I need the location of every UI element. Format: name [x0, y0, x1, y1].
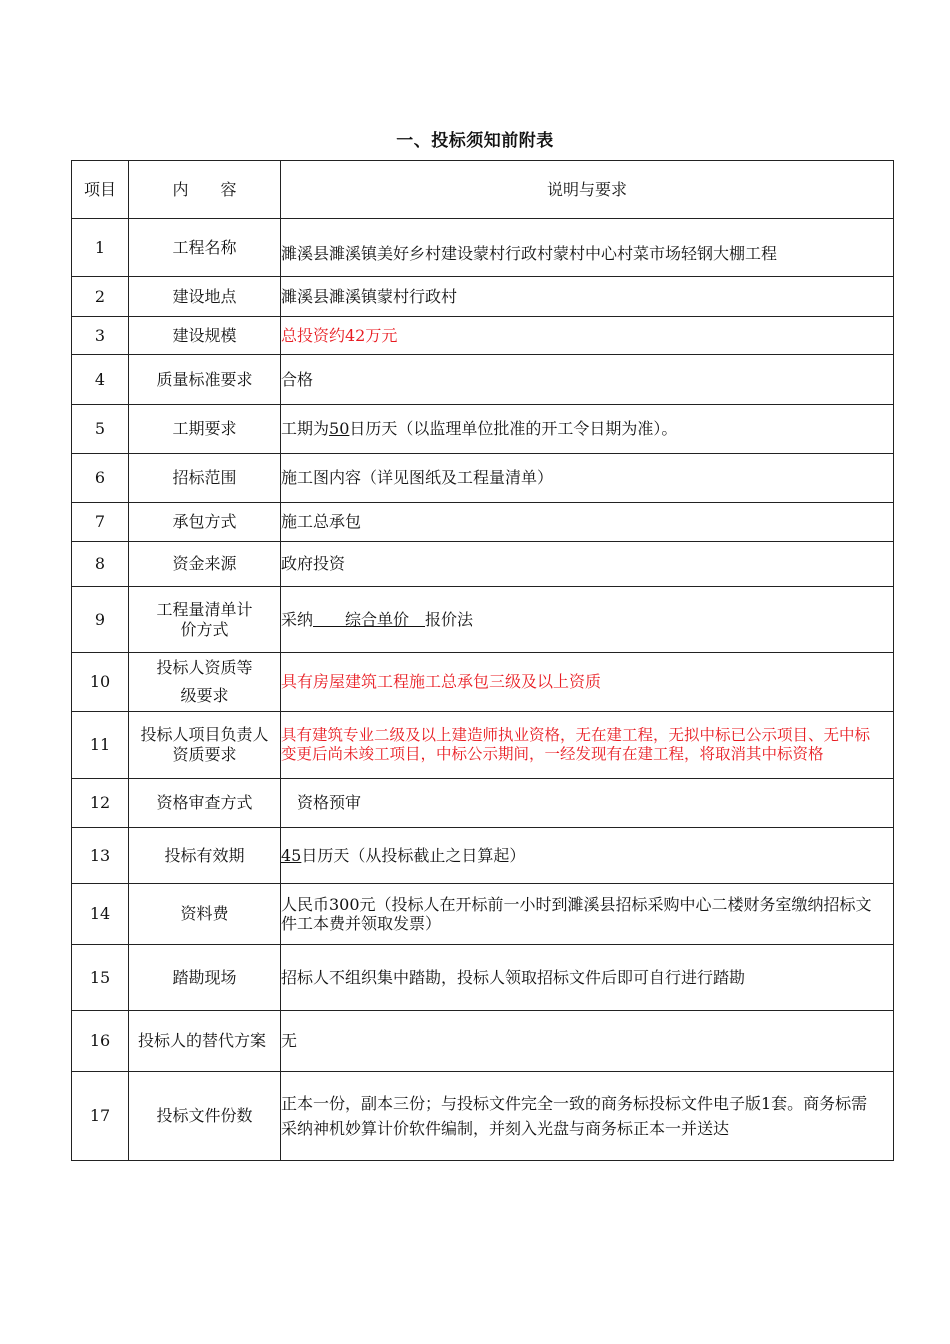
table-row — [72, 1072, 894, 1161]
table-row — [72, 219, 894, 277]
row-name: 资料费 — [129, 884, 281, 945]
row-desc — [281, 828, 894, 884]
row-number: 16 — [72, 1011, 129, 1072]
bid-notice-table — [71, 160, 894, 1161]
row-name: 建设地点 — [129, 277, 281, 317]
row-number: 9 — [72, 587, 129, 653]
row-name: 工期要求 — [129, 405, 281, 454]
table-row — [72, 1011, 894, 1072]
row-number: 17 — [72, 1072, 129, 1161]
row-desc: 施工图内容（详见图纸及工程量清单） — [281, 454, 894, 503]
table-row — [72, 454, 894, 503]
row-desc: 人民币300元（投标人在开标前一小时到濉溪县招标采购中心二楼财务室缴纳招标文件工本费并领取发票） — [281, 884, 894, 945]
row-number: 13 — [72, 828, 129, 884]
row-desc: 无 — [281, 1011, 894, 1072]
table-row — [72, 355, 894, 405]
row-number: 11 — [72, 712, 129, 779]
pricing-prefix: 采纳 — [281, 609, 314, 629]
table-row — [72, 277, 894, 317]
row-number: 6 — [72, 454, 129, 503]
header-item: 项目 — [72, 161, 129, 219]
row-name: 投标人资质等级要求 — [129, 653, 281, 712]
table-row — [72, 828, 894, 884]
row-name: 投标有效期 — [129, 828, 281, 884]
table-row — [72, 945, 894, 1011]
table-row — [72, 503, 894, 542]
row-number: 2 — [72, 277, 129, 317]
row-desc: 政府投资 — [281, 542, 894, 587]
row-name: 资金来源 — [129, 542, 281, 587]
table-row — [72, 405, 894, 454]
row-desc: 合格 — [281, 355, 894, 405]
row-name: 建设规模 — [129, 317, 281, 355]
table-row — [72, 542, 894, 587]
validity-suffix: 日历天（从投标截止之日算起） — [301, 845, 526, 865]
table-header-row — [72, 161, 894, 219]
row-number: 10 — [72, 653, 129, 712]
header-content: 内 容 — [129, 161, 281, 219]
row-name: 投标文件份数 — [129, 1072, 281, 1161]
row-name: 投标人项目负责人资质要求 — [129, 712, 281, 779]
row-number: 8 — [72, 542, 129, 587]
table-row — [72, 884, 894, 945]
row-name: 招标范围 — [129, 454, 281, 503]
duration-suffix: 日历天（以监理单位批准的开工令日期为准）。 — [349, 419, 678, 438]
row-number: 12 — [72, 779, 129, 828]
row-number: 7 — [72, 503, 129, 542]
row-number: 1 — [72, 219, 129, 277]
row-name: 承包方式 — [129, 503, 281, 542]
page-title: 一、投标须知前附表 — [396, 131, 554, 151]
row-number: 14 — [72, 884, 129, 945]
row-desc — [281, 405, 894, 454]
table-row — [72, 653, 894, 712]
table-row — [72, 317, 894, 355]
row-number: 15 — [72, 945, 129, 1011]
row-number: 4 — [72, 355, 129, 405]
row-number: 3 — [72, 317, 129, 355]
row-desc: 资格预审 — [281, 779, 894, 828]
row-desc — [281, 587, 894, 653]
row-desc: 具有房屋建筑工程施工总承包三级及以上资质 — [281, 653, 894, 712]
row-name: 资格审查方式 — [129, 779, 281, 828]
row-desc: 招标人不组织集中踏勘，投标人领取招标文件后即可自行进行踏勘 — [281, 945, 894, 1011]
duration-value: 50 — [329, 419, 350, 438]
table-row — [72, 712, 894, 779]
row-name: 工程量清单计价方式 — [129, 587, 281, 653]
pricing-suffix: 报价法 — [425, 609, 474, 629]
row-desc: 濉溪县濉溪镇美好乡村建设蒙村行政村蒙村中心村菜市场轻钢大棚工程 — [281, 219, 894, 277]
table-row — [72, 587, 894, 653]
pricing-method: 综合单价 — [313, 609, 426, 629]
row-name: 踏勘现场 — [129, 945, 281, 1011]
row-name: 工程名称 — [129, 219, 281, 277]
row-desc: 濉溪县濉溪镇蒙村行政村 — [281, 277, 894, 317]
row-name: 投标人的替代方案 — [129, 1011, 281, 1072]
table-row — [72, 779, 894, 828]
validity-value: 45 — [281, 845, 302, 865]
row-number: 5 — [72, 405, 129, 454]
row-name: 质量标准要求 — [129, 355, 281, 405]
row-desc: 具有建筑专业二级及以上建造师执业资格，无在建工程，无拟中标已公示项目、无中标变更后尚未竣工项目，中标公示期间，一经发现有在建工程，将取消其中标资格 — [281, 712, 894, 779]
row-desc: 正本一份，副本三份；与投标文件完全一致的商务标投标文件电子版1套。商务标需采纳神机妙算计价软件编制，并刻入光盘与商务标正本一并送达 — [281, 1072, 894, 1161]
duration-prefix: 工期为 — [281, 419, 330, 438]
header-description: 说明与要求 — [281, 161, 894, 219]
row-desc: 施工总承包 — [281, 503, 894, 542]
row-desc: 总投资约42万元 — [281, 317, 894, 355]
